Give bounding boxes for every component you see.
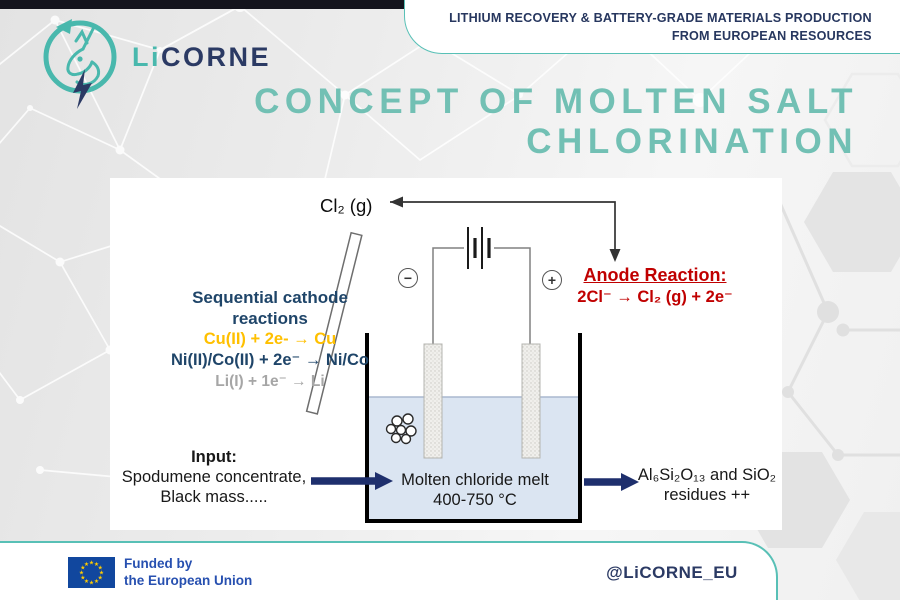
anode-heading: Anode Reaction: [583,265,727,285]
svg-text:★: ★ [80,575,86,582]
tagline-line1: LITHIUM RECOVERY & BATTERY-GRADE MATERIALS PRODUCTION [449,10,872,25]
svg-text:★: ★ [98,570,105,577]
social-handle: @LiCORNE_EU [606,563,738,582]
header-tagline-box [404,0,900,54]
cathode-minus-terminal [398,268,418,288]
svg-text:★: ★ [78,570,85,577]
output-arrow [584,473,639,491]
cathode-electrode [424,344,442,458]
svg-text:★: ★ [93,579,100,586]
svg-text:★: ★ [80,565,86,572]
anode-equation: 2Cl⁻ → Cl₂ (g) + 2e⁻ [577,288,733,306]
eu-funding-text [124,556,252,589]
unicorn-icon [36,7,136,122]
project-tagline [449,9,872,44]
input-line1: Spodumene concentrate, [121,467,307,486]
diagram-panel [110,178,782,530]
gas-flow-arrow [390,202,615,249]
funding-line1: Funded by [124,556,193,571]
anode-plus-terminal [542,270,562,290]
cl2-gas-label: Cl₂ (g) [320,195,373,216]
svg-text:★: ★ [97,575,103,582]
anode-electrode [522,344,540,458]
logo-wordmark [132,42,271,73]
anode-reaction-block [565,264,745,308]
plus-sign: + [547,272,557,288]
output-line2: residues ++ [663,485,751,504]
minus-sign: − [403,270,413,286]
cathode-reaction-nico: Ni(II)/Co(II) + 2e⁻ → Ni/Co [170,351,369,369]
input-heading: Input: [191,448,237,466]
cathode-reaction-li: Li(I) + 1e⁻ → Li [215,373,325,390]
cathode-heading-line2: reactions [232,309,308,328]
vessel-line2: 400-750 °C [433,490,517,509]
vessel-line1: Molten chloride melt [401,471,549,489]
eu-flag-icon [68,557,115,588]
svg-text:★: ★ [97,565,103,572]
input-line2: Black mass..... [160,487,268,506]
title-line2: CHLORINATION [526,121,858,161]
page-title [254,82,858,162]
output-block [634,466,780,506]
battery-icon [468,227,489,269]
logo-corne: CORNE [161,42,272,72]
funding-line2: the European Union [124,572,253,588]
output-line1: Al₆Si₂O₁₃ and SiO₂ [637,466,777,484]
footer [0,541,778,600]
cathode-heading-line1: Sequential cathode [192,288,348,307]
logo-li: Li [132,42,161,72]
vessel-label [397,471,553,511]
svg-text:★: ★ [83,579,90,586]
input-block [112,448,316,507]
cathode-reactions-block [120,287,420,392]
svg-text:★: ★ [88,580,95,587]
svg-text:★: ★ [83,561,90,568]
svg-text:★: ★ [93,561,100,568]
tagline-line2: FROM EUROPEAN RESOURCES [672,27,872,43]
cathode-reaction-cu: Cu(II) + 2e- → Cu [203,330,337,348]
svg-text:★: ★ [88,560,95,567]
title-line1: CONCEPT OF MOLTEN SALT [254,82,858,121]
